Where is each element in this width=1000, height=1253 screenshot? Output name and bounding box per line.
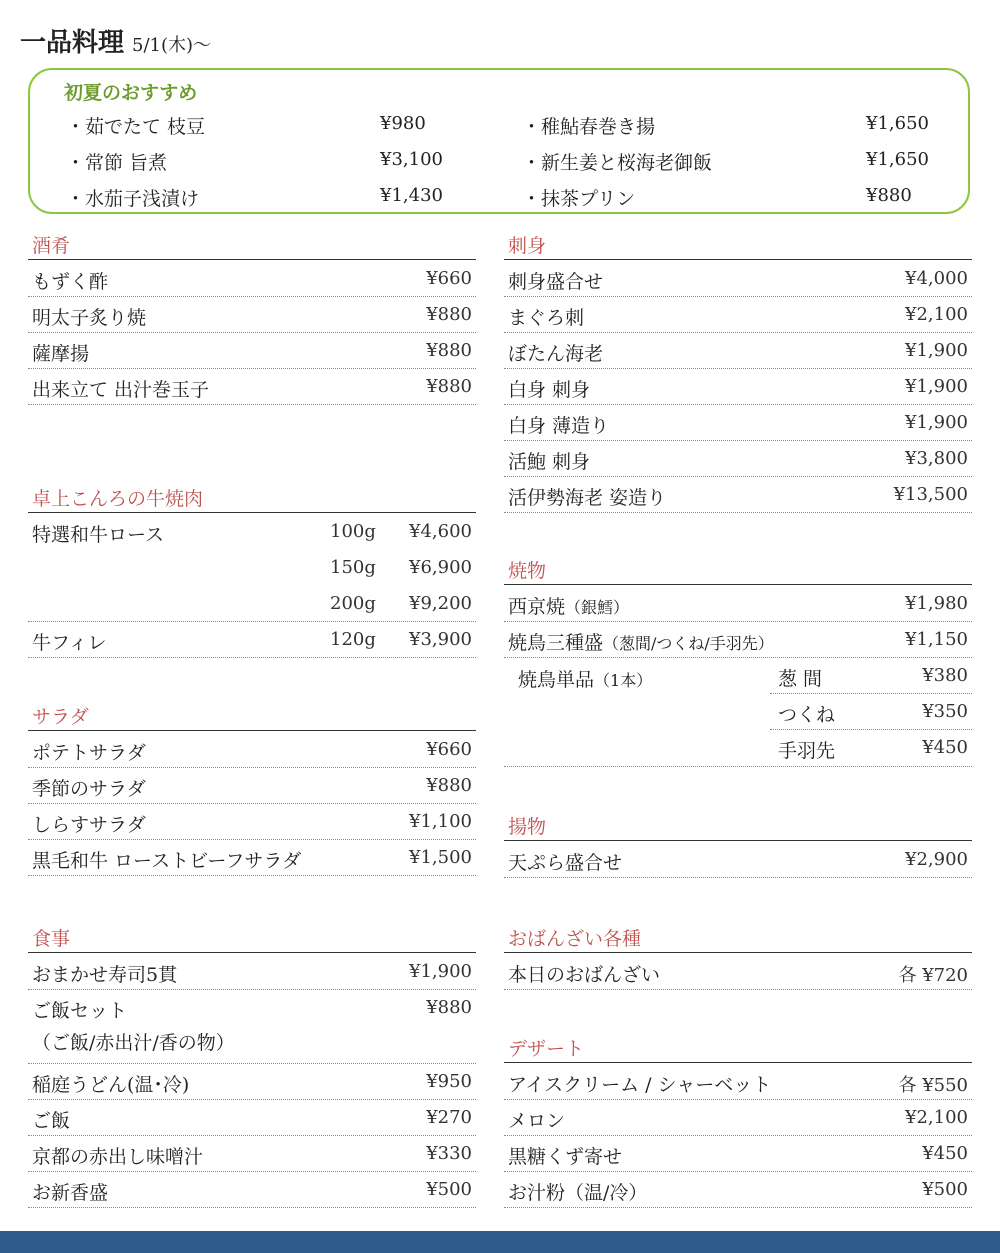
section-title-yakimono: 焼物 bbox=[508, 560, 547, 582]
recommend-item-price: ¥3,100 bbox=[380, 149, 443, 170]
item-name: お新香盛 bbox=[32, 1182, 109, 1204]
item-name: もずく酢 bbox=[32, 271, 109, 293]
tanpin-label-text: 焼鳥単品 bbox=[518, 669, 595, 691]
section-divider bbox=[504, 952, 972, 953]
item-price: ¥880 bbox=[426, 997, 472, 1018]
item-price: ¥660 bbox=[426, 268, 472, 289]
menu-row bbox=[28, 514, 476, 550]
menu-row bbox=[28, 840, 476, 876]
menu-row bbox=[28, 768, 476, 804]
page-title bbox=[20, 22, 211, 59]
menu-row bbox=[504, 333, 972, 369]
item-price: ¥950 bbox=[426, 1071, 472, 1092]
menu-row bbox=[28, 990, 476, 1064]
page-title-text: 一品料理 bbox=[20, 28, 125, 58]
menu-row bbox=[504, 1172, 972, 1208]
menu-row bbox=[504, 1100, 972, 1136]
section-end-divider bbox=[504, 766, 972, 767]
item-name: 薩摩揚 bbox=[32, 343, 90, 365]
item-price: ¥880 bbox=[426, 376, 472, 397]
item-name: メロン bbox=[508, 1110, 566, 1132]
page-date: 5/1(木)～ bbox=[132, 35, 212, 56]
menu-row bbox=[28, 732, 476, 768]
item-name: 特選和牛ロース bbox=[32, 524, 165, 546]
recommend-item-name: ・稚鮎春巻き揚 bbox=[522, 116, 656, 138]
menu-row bbox=[504, 1136, 972, 1172]
menu-row bbox=[28, 297, 476, 333]
menu-row bbox=[28, 369, 476, 405]
item-name: しらすサラダ bbox=[32, 814, 146, 836]
item-weight: 120g bbox=[330, 629, 376, 650]
menu-row bbox=[28, 954, 476, 990]
recommend-item-name: ・新生姜と桜海老御飯 bbox=[522, 152, 713, 174]
item-name-text: 西京焼 bbox=[508, 596, 566, 618]
item-name: 京都の赤出し味噌汁 bbox=[32, 1146, 204, 1168]
item-price: 各 ¥720 bbox=[898, 965, 968, 986]
item-name: おまかせ寿司5貫 bbox=[32, 964, 178, 986]
item-price: ¥500 bbox=[922, 1179, 968, 1200]
menu-row bbox=[770, 730, 972, 766]
item-price: ¥350 bbox=[922, 701, 968, 722]
section-title-sashimi: 刺身 bbox=[508, 235, 547, 257]
recommend-item-name: ・抹茶プリン bbox=[522, 188, 636, 210]
item-name: 白身 刺身 bbox=[508, 379, 591, 401]
section-divider bbox=[28, 730, 476, 731]
section-title-sakana: 酒肴 bbox=[32, 235, 71, 257]
item-name: 白身 薄造り bbox=[508, 415, 610, 437]
menu-row bbox=[28, 333, 476, 369]
section-divider bbox=[28, 952, 476, 953]
item-price: ¥1,500 bbox=[409, 847, 472, 868]
item-name-text: 焼鳥三種盛 bbox=[508, 632, 604, 654]
item-weight: 200g bbox=[330, 593, 376, 614]
section-divider bbox=[504, 1062, 972, 1063]
item-price: ¥2,100 bbox=[905, 304, 968, 325]
item-note: （葱間/つくね/手羽先） bbox=[603, 634, 774, 653]
section-divider bbox=[28, 259, 476, 260]
menu-row bbox=[504, 477, 972, 513]
item-name bbox=[508, 592, 629, 619]
item-name: 本日のおばんざい bbox=[508, 964, 661, 986]
menu-row bbox=[504, 622, 972, 658]
item-name: ぼたん海老 bbox=[508, 343, 604, 365]
item-price: ¥9,200 bbox=[409, 593, 472, 614]
menu-row bbox=[28, 622, 476, 658]
item-weight: 150g bbox=[330, 557, 376, 578]
section-title-shokuji: 食事 bbox=[32, 928, 71, 950]
item-price: ¥3,800 bbox=[905, 448, 968, 469]
item-price: ¥880 bbox=[426, 304, 472, 325]
section-title-agemono: 揚物 bbox=[508, 816, 547, 838]
tanpin-note: （1本） bbox=[594, 671, 653, 690]
item-price: ¥500 bbox=[426, 1179, 472, 1200]
item-price: ¥1,900 bbox=[905, 376, 968, 397]
item-price: ¥380 bbox=[922, 665, 968, 686]
item-name: アイスクリーム / シャーベット bbox=[508, 1074, 772, 1096]
item-name: つくね bbox=[778, 704, 836, 726]
menu-row bbox=[28, 586, 476, 622]
menu-row bbox=[770, 658, 972, 694]
item-name: 葱 間 bbox=[778, 668, 823, 690]
menu-row bbox=[504, 441, 972, 477]
item-name: 季節のサラダ bbox=[32, 778, 146, 800]
recommend-item-price: ¥1,650 bbox=[866, 113, 929, 134]
recommend-title: 初夏のおすすめ bbox=[64, 82, 198, 104]
item-name: まぐろ刺 bbox=[508, 307, 585, 329]
menu-row bbox=[28, 804, 476, 840]
section-title-dessert: デザート bbox=[508, 1038, 585, 1060]
item-sub: （ご飯/赤出汁/香の物） bbox=[32, 1032, 235, 1054]
section-divider bbox=[504, 840, 972, 841]
item-price: ¥2,900 bbox=[905, 849, 968, 870]
item-name: ポテトサラダ bbox=[32, 742, 146, 764]
item-name: 手羽先 bbox=[778, 740, 836, 762]
item-price: ¥13,500 bbox=[893, 484, 968, 505]
item-price: ¥3,900 bbox=[409, 629, 472, 650]
section-title-obanzai: おばんざい各種 bbox=[508, 928, 642, 950]
item-price: ¥6,900 bbox=[409, 557, 472, 578]
recommend-item-price: ¥1,430 bbox=[380, 185, 443, 206]
footer-bar bbox=[0, 1231, 1000, 1253]
item-name: ご飯 bbox=[32, 1110, 71, 1132]
item-price: ¥1,900 bbox=[905, 340, 968, 361]
item-note: （銀鱈） bbox=[565, 598, 630, 617]
item-price: ¥1,150 bbox=[905, 629, 968, 650]
item-name: 明太子炙り焼 bbox=[32, 307, 147, 329]
item-price: ¥1,900 bbox=[905, 412, 968, 433]
item-price: ¥450 bbox=[922, 737, 968, 758]
menu-row bbox=[504, 297, 972, 333]
menu-row bbox=[504, 369, 972, 405]
item-price: ¥330 bbox=[426, 1143, 472, 1164]
item-name: 天ぷら盛合せ bbox=[508, 852, 623, 874]
item-price: ¥880 bbox=[426, 775, 472, 796]
item-name: 黒毛和牛 ローストビーフサラダ bbox=[32, 850, 302, 872]
section-title-salad: サラダ bbox=[32, 706, 89, 728]
menu-row bbox=[770, 694, 972, 730]
item-name: 活鮑 刺身 bbox=[508, 451, 591, 473]
item-price: 各 ¥550 bbox=[898, 1075, 968, 1096]
item-name bbox=[508, 628, 774, 655]
item-name: ご飯セット bbox=[32, 1000, 128, 1022]
item-name: 牛フィレ bbox=[32, 632, 107, 654]
menu-row bbox=[28, 261, 476, 297]
section-divider bbox=[504, 584, 972, 585]
item-price: ¥450 bbox=[922, 1143, 968, 1164]
menu-row bbox=[504, 405, 972, 441]
menu-row bbox=[28, 1172, 476, 1208]
recommend-item-price: ¥980 bbox=[380, 113, 426, 134]
section-divider bbox=[504, 259, 972, 260]
menu-row bbox=[28, 1136, 476, 1172]
menu-row bbox=[504, 586, 972, 622]
item-price: ¥1,900 bbox=[409, 961, 472, 982]
item-price: ¥1,980 bbox=[905, 593, 968, 614]
menu-row bbox=[504, 842, 972, 878]
item-name: お汁粉（温/冷） bbox=[508, 1182, 648, 1204]
item-price: ¥880 bbox=[426, 340, 472, 361]
item-price: ¥1,100 bbox=[409, 811, 472, 832]
item-price: ¥2,100 bbox=[905, 1107, 968, 1128]
menu-row bbox=[28, 1100, 476, 1136]
menu-row bbox=[28, 550, 476, 586]
item-name: 稲庭うどん(温･冷) bbox=[32, 1074, 190, 1096]
recommend-item-price: ¥880 bbox=[866, 185, 912, 206]
menu-row bbox=[504, 261, 972, 297]
item-price: ¥660 bbox=[426, 739, 472, 760]
section-title-gyuyaki: 卓上こんろの牛焼肉 bbox=[32, 488, 204, 510]
item-name: 刺身盛合せ bbox=[508, 271, 604, 293]
item-name: 出来立て 出汁巻玉子 bbox=[32, 379, 210, 401]
item-name: 黒糖くず寄せ bbox=[508, 1146, 623, 1168]
item-price: ¥4,000 bbox=[905, 268, 968, 289]
recommend-item-price: ¥1,650 bbox=[866, 149, 929, 170]
item-price: ¥4,600 bbox=[409, 521, 472, 542]
yakitori-tanpin-label bbox=[518, 665, 652, 692]
recommend-item-name: ・水茄子浅漬け bbox=[66, 188, 200, 210]
menu-row bbox=[504, 1064, 972, 1100]
item-price: ¥270 bbox=[426, 1107, 472, 1128]
section-divider bbox=[28, 512, 476, 513]
menu-row bbox=[504, 954, 972, 990]
item-name: 活伊勢海老 姿造り bbox=[508, 487, 667, 509]
item-weight: 100g bbox=[330, 521, 376, 542]
menu-row bbox=[28, 1064, 476, 1100]
recommend-item-name: ・茹でたて 枝豆 bbox=[66, 116, 206, 138]
recommend-item-name: ・常節 旨煮 bbox=[66, 152, 168, 174]
